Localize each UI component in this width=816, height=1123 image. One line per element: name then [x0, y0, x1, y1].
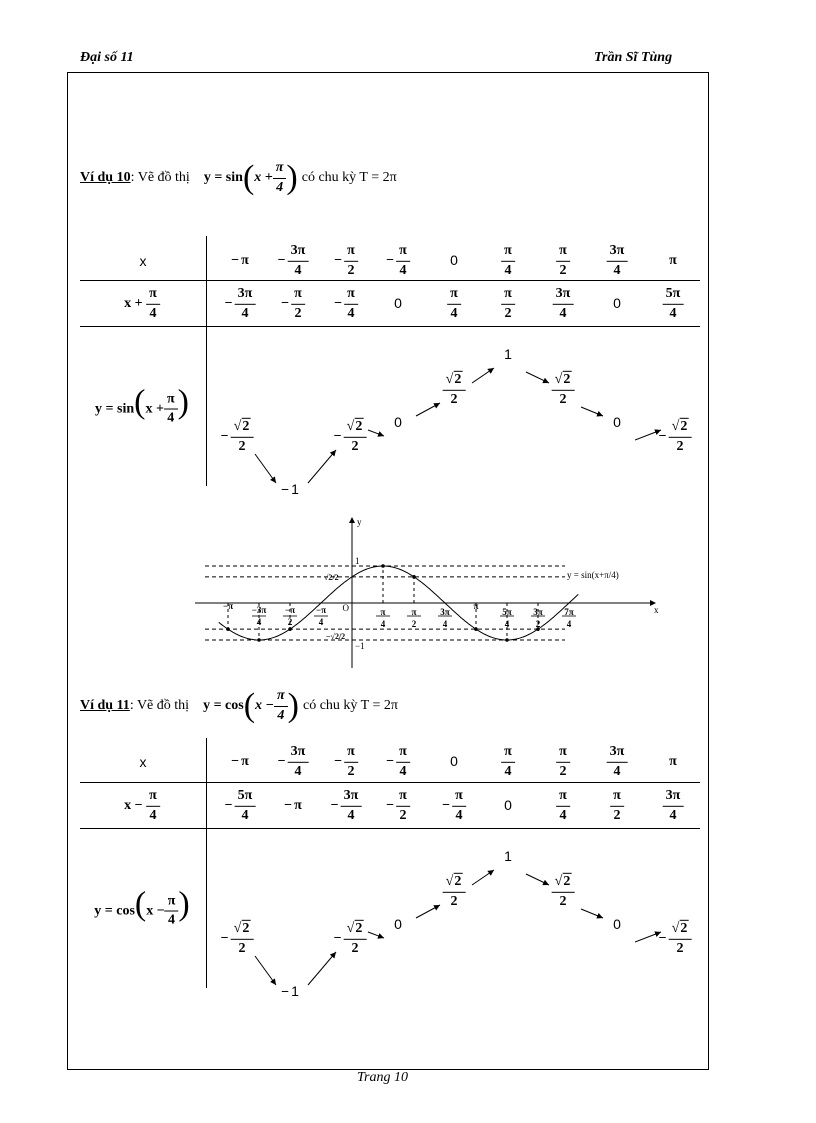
table10-row3-label-den: 4	[167, 410, 175, 426]
graph-tick-label-7: π	[473, 601, 479, 611]
graph-tick-label-0: −π	[222, 601, 234, 611]
table11-arrow-4	[472, 870, 494, 885]
graph-tick-label-3: −π 4	[315, 605, 327, 627]
table10-x-value-5: $\frac{\pi}{4}$	[501, 244, 515, 278]
table11-x-value-6: $\frac{\pi}{2}$	[556, 745, 570, 779]
graph-tick-label-9: 3π 2	[533, 607, 543, 629]
graph-tick-label-8: 5π 4	[502, 607, 512, 629]
table10-shifted-value-2: − $\frac{\pi}{4}$	[334, 287, 358, 321]
table11-row2-label-den: 4	[149, 807, 157, 823]
table11-arrow-6	[581, 909, 603, 918]
example11-label: Ví dụ 11	[80, 698, 130, 713]
example11-func-y: y = cos	[203, 698, 244, 713]
graph-tick-label-5: π 2	[411, 607, 417, 629]
graph-y-neg-sqrt-half: −√2/2	[326, 632, 346, 642]
table10-y-value-3: 0	[394, 414, 402, 430]
table10-y-value-0: − $\frac{√2}{2}$	[221, 420, 254, 454]
table10-row3-label-arg: x +	[145, 401, 164, 417]
table10-row3-label: y = sin(x + $\frac{\pi}{4}$ )	[95, 383, 189, 426]
table11-y-value-2: − $\frac{√2}{2}$	[334, 922, 367, 956]
table10-shifted-value-7: 0	[613, 295, 621, 311]
table11-row3-label-den: 4	[168, 912, 176, 928]
graph-y-label: y	[357, 517, 362, 527]
table10-y-value-7: 0	[613, 414, 621, 430]
table11-shifted-value-4: − $\frac{\pi}{4}$	[442, 789, 466, 823]
table11-y-value-1: − 1	[281, 983, 299, 1000]
table11-y-value-5: 1	[504, 848, 512, 864]
table11-arrow-2	[368, 932, 384, 938]
table11-arrow-1	[308, 952, 336, 985]
table10-shifted-value-6: $\frac{3\pi}{4}$	[553, 287, 574, 321]
table11-arrow-7	[635, 932, 661, 942]
table11-x-value-4: 0	[450, 753, 458, 769]
example10-title: Ví dụ 10 : Vẽ đồ thị y = sin ( x + $\frac{\pi}{4}$ ) có chu kỳ T = 2π	[80, 159, 397, 196]
table11-row1-label: x	[139, 754, 147, 770]
graph-origin: O	[342, 603, 349, 613]
example11-func-num: π	[274, 689, 288, 707]
graph-tick-label-1: −3π 4	[251, 605, 267, 627]
example11-func-den: 4	[277, 707, 285, 723]
graph-x-label: x	[654, 605, 659, 615]
graph-tick-label-10: 7π 4	[564, 607, 574, 629]
example10-text-after: có chu kỳ T = 2π	[301, 170, 397, 185]
example10-label: Ví dụ 10	[80, 170, 131, 185]
table11-shifted-value-5: 0	[504, 797, 512, 813]
table11-x-value-5: $\frac{\pi}{4}$	[501, 745, 515, 779]
table11-y-value-4: $\frac{√2}{2}$	[443, 875, 466, 909]
table11-row3-label: y = cos(x − $\frac{\pi}{4}$ )	[94, 885, 190, 928]
table11-shifted-value-1: − π	[284, 798, 302, 813]
example10-func-den: 4	[276, 179, 284, 195]
table11-x-value-2: − $\frac{\pi}{2}$	[334, 745, 358, 779]
table10-x-value-6: $\frac{\pi}{2}$	[556, 244, 570, 278]
table11-x-value-8: π	[669, 754, 677, 769]
table11-shifted-value-8: $\frac{3\pi}{4}$	[663, 789, 684, 823]
table11-row3-label-arg: x −	[146, 903, 165, 919]
table11-shifted-value-3: − $\frac{\pi}{2}$	[386, 789, 410, 823]
example11-text-after: có chu kỳ T = 2π	[303, 698, 398, 713]
header-subject: Đại số 11	[80, 50, 134, 65]
example11-text-before: : Vẽ đồ thị	[129, 698, 190, 713]
graph-y-one: 1	[355, 556, 360, 566]
example11-func-arg: x −	[255, 698, 275, 713]
table10-row2-label-num: π	[146, 287, 160, 305]
table11-shifted-value-7: $\frac{\pi}{2}$	[610, 789, 624, 823]
graph-tick-label-4: π 4	[380, 607, 386, 629]
table10-shifted-value-8: $\frac{5\pi}{4}$	[663, 287, 684, 321]
table10-y-value-8: − $\frac{√2}{2}$	[659, 420, 692, 454]
table10-x-value-4: 0	[450, 252, 458, 268]
table10-x-value-3: − $\frac{\pi}{4}$	[386, 244, 410, 278]
table10-row2-label-text: x +	[124, 296, 143, 312]
table10-x-value-0: − π	[231, 253, 249, 268]
table10-shifted-value-1: − $\frac{\pi}{2}$	[281, 287, 305, 321]
table11-row3-label-num: π	[165, 894, 179, 912]
table11-row3-label-text: y = cos	[94, 903, 135, 919]
table11-shifted-value-0: − $\frac{5\pi}{4}$	[225, 789, 256, 823]
table11-arrow-0	[255, 956, 276, 985]
table10-y-value-5: 1	[504, 346, 512, 362]
table10-y-value-2: − $\frac{√2}{2}$	[334, 420, 367, 454]
example10-func-arg: x +	[254, 170, 273, 185]
table11-y-value-3: 0	[394, 916, 402, 932]
table10-x-value-8: π	[669, 253, 677, 268]
table10-y-value-6: $\frac{√2}{2}$	[552, 373, 575, 407]
table11-shifted-value-2: − $\frac{3\pi}{4}$	[331, 789, 362, 823]
graph-tick-label-6: 3π 4	[440, 607, 450, 629]
table11-row2-label-num: π	[146, 789, 160, 807]
table10-shifted-value-0: − $\frac{3\pi}{4}$	[225, 287, 256, 321]
header-author: Trần Sĩ Tùng	[594, 50, 673, 65]
table10-x-value-7: $\frac{3\pi}{4}$	[607, 244, 628, 278]
table10-shifted-value-3: 0	[394, 295, 402, 311]
table11-y-value-7: 0	[613, 916, 621, 932]
table10-x-value-2: − $\frac{\pi}{2}$	[334, 244, 358, 278]
example10-text-before: : Vẽ đồ thị	[130, 170, 190, 185]
example11-title: Ví dụ 11 : Vẽ đồ thị y = cos ( x − $\frac{\pi}{4}$ ) có chu kỳ T = 2π	[80, 687, 398, 724]
footer-page-number: Trang 10	[357, 1070, 408, 1085]
table11-x-value-7: $\frac{3\pi}{4}$	[607, 745, 628, 779]
table11-shifted-value-6: $\frac{\pi}{4}$	[556, 789, 570, 823]
table10-shifted-value-4: $\frac{\pi}{4}$	[447, 287, 461, 321]
table10-shifted-value-5: $\frac{\pi}{2}$	[501, 287, 515, 321]
graph-y-sqrt-half: √2/2	[324, 572, 339, 582]
table11-x-value-1: − $\frac{3\pi}{4}$	[278, 745, 309, 779]
graph-tick-label-2: −π 2	[284, 605, 296, 627]
table10-y-value-4: $\frac{√2}{2}$	[443, 373, 466, 407]
table10-row3-label-num: π	[164, 392, 178, 410]
table11-row2-label-text: x −	[124, 798, 143, 814]
table11-arrow-3	[416, 905, 440, 918]
graph-curve-label-text: y = sin(x+π/4)	[567, 570, 619, 580]
table10-x-value-1: − $\frac{3\pi}{4}$	[278, 244, 309, 278]
table11-arrow-5	[526, 874, 549, 885]
table10-row2-label-den: 4	[149, 305, 157, 321]
table11-y-value-8: − $\frac{√2}{2}$	[659, 922, 692, 956]
table10-row1-label: x	[139, 253, 147, 269]
example10-func-y: y = sin	[203, 170, 243, 185]
table11-y-value-0: − $\frac{√2}{2}$	[221, 922, 254, 956]
table11-x-value-0: − π	[231, 754, 249, 769]
graph-y-minus-one: −1	[355, 641, 365, 651]
example10-func-num: π	[273, 161, 287, 179]
table10-row3-label-text: y = sin	[95, 401, 135, 417]
table11-y-value-6: $\frac{√2}{2}$	[552, 875, 575, 909]
table11-x-value-3: − $\frac{\pi}{4}$	[386, 745, 410, 779]
table10-y-value-1: − 1	[281, 481, 299, 498]
